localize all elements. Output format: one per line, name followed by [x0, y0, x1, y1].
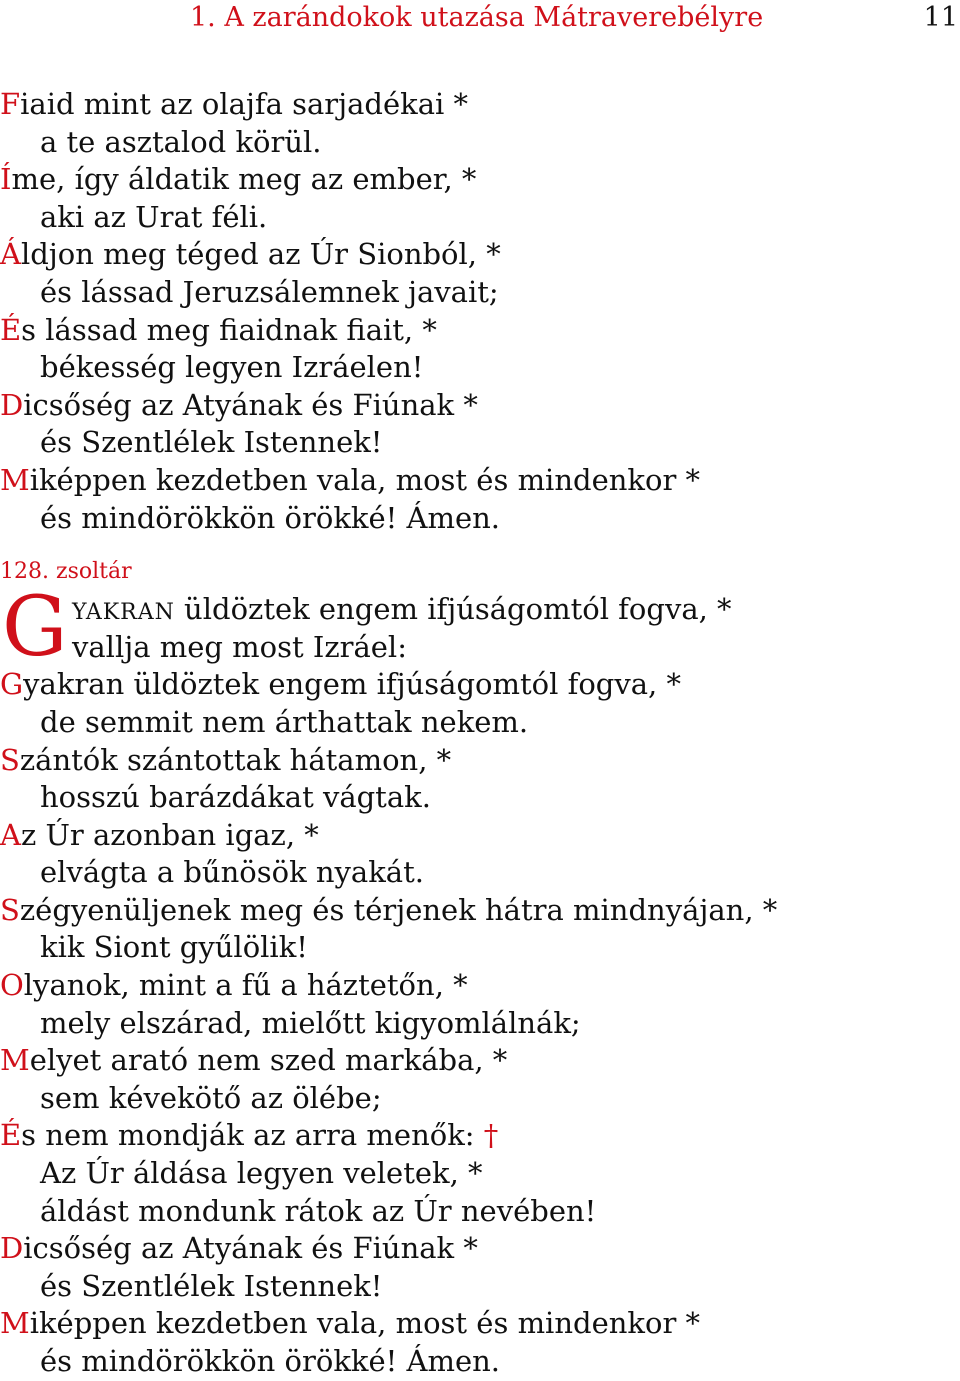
drop-cap: G: [2, 580, 68, 676]
verse-continuation: áldást mondunk rátok az Úr nevében!: [40, 1193, 597, 1228]
verse-text: zégyenüljenek meg és térjenek hátra mindnyájan, *: [19, 892, 778, 927]
chapter-title: 1. A zarándokok utazása Mátraverebélyre: [190, 2, 764, 33]
verse-line: [0, 1042, 960, 1080]
verse-text: s lássad meg fiaidnak fiait, *: [21, 312, 437, 347]
verse-line: [0, 236, 960, 274]
verse-initial: O: [0, 968, 24, 1003]
verse-text: iaid mint az olajfa sarjadékai *: [20, 87, 469, 121]
psalm-heading: 128. zsoltár: [0, 559, 132, 585]
verse-continuation: és Szentlélek Istennek!: [40, 425, 383, 460]
verse-line: [0, 666, 960, 704]
verse-initial: M: [0, 1306, 30, 1341]
cross-icon: †: [483, 1118, 499, 1153]
verse-continuation: és mindörökkön örökké! Ámen.: [40, 1344, 501, 1378]
verse-line: [0, 312, 960, 350]
verse-text: me, így áldatik meg az ember, *: [11, 162, 477, 197]
verse-text: z Úr azonban igaz, *: [20, 817, 319, 852]
opening-line-2: vallja meg most Izráel:: [72, 629, 407, 664]
verse-line: [0, 86, 960, 124]
verse-initial: A: [0, 817, 21, 852]
smallcaps-word: YAKRAN: [72, 600, 175, 626]
verse-initial: M: [0, 1043, 30, 1078]
verse-continuation: békesség legyen Izráelen!: [40, 350, 424, 385]
verse-continuation: a te asztalod körül.: [40, 124, 322, 159]
verse-text: iképpen kezdetben vala, most és mindenkor *: [29, 1306, 701, 1341]
verse-continuation: és mindörökkön örökké! Ámen.: [40, 500, 501, 535]
verse-continuation: de semmit nem árthattak nekem.: [40, 704, 529, 739]
psalm-opening: [0, 580, 960, 676]
verse-group-2: [0, 666, 960, 1117]
verse-initial: Á: [0, 237, 21, 272]
page-number: 11: [923, 2, 958, 33]
verse-continuation: elvágta a bűnösök nyakát.: [40, 855, 424, 890]
verse-text: s nem mondják az arra menők:: [21, 1118, 484, 1153]
verse-text: ldjon meg téged az Úr Sionból, *: [20, 237, 501, 272]
verse-initial: D: [0, 1231, 24, 1266]
verse-continuation: hosszú barázdákat vágtak.: [40, 780, 431, 815]
verse-initial: S: [0, 742, 20, 777]
verse-line: [0, 967, 960, 1005]
verse-continuation: sem kévekötő az ölébe;: [40, 1080, 382, 1115]
verse-text: iképpen kezdetben vala, most és mindenkor *: [29, 462, 701, 497]
doxology: [0, 1230, 960, 1380]
verse-line: [0, 892, 960, 930]
opening-line: [72, 591, 732, 632]
opening-text: üldöztek engem ifjúságomtól fogva, *: [174, 592, 732, 627]
verse-text: lyanok, mint a fű a háztetőn, *: [23, 968, 468, 1003]
verse-text: zántók szántottak hátamon, *: [19, 742, 452, 777]
verse-line: [0, 742, 960, 780]
verse-continuation: aki az Urat féli.: [40, 199, 268, 234]
page-content: [0, 86, 960, 1381]
verse-line: [0, 817, 960, 855]
verse-initial: F: [0, 87, 21, 121]
verse-initial: M: [0, 462, 30, 497]
verse-line: [0, 387, 960, 425]
verse-line: [0, 462, 960, 500]
verse-continuation: és lássad Jeruzsálemnek javait;: [40, 274, 499, 309]
verse-initial: Í: [0, 162, 12, 197]
verse-initial: D: [0, 387, 24, 422]
verse-group-1: [0, 86, 960, 537]
verse-text: icsőség az Atyának és Fiúnak *: [23, 387, 478, 422]
verse-initial: É: [0, 312, 22, 347]
verse-initial: É: [0, 1118, 22, 1153]
verse-line: [0, 1305, 960, 1343]
verse-line: [0, 161, 960, 199]
verse-line: [0, 1230, 960, 1268]
verse-continuation: és Szentlélek Istennek!: [40, 1268, 383, 1303]
verse-continuation: mely elszárad, mielőtt kigyomlálnák;: [40, 1005, 581, 1040]
verse-initial: G: [0, 667, 24, 702]
page-header: [0, 0, 960, 40]
verse-text: elyet arató nem szed markába, *: [29, 1043, 508, 1078]
verse-continuation: kik Siont gyűlölik!: [40, 930, 308, 965]
verse-with-cross: [0, 1117, 960, 1230]
verse-continuation: Az Úr áldása legyen veletek, *: [40, 1156, 483, 1191]
verse-initial: S: [0, 892, 20, 927]
verse-line: [0, 1117, 960, 1155]
verse-text: yakran üldöztek engem ifjúságomtól fogva, *: [23, 667, 681, 702]
verse-text: icsőség az Atyának és Fiúnak *: [23, 1231, 478, 1266]
